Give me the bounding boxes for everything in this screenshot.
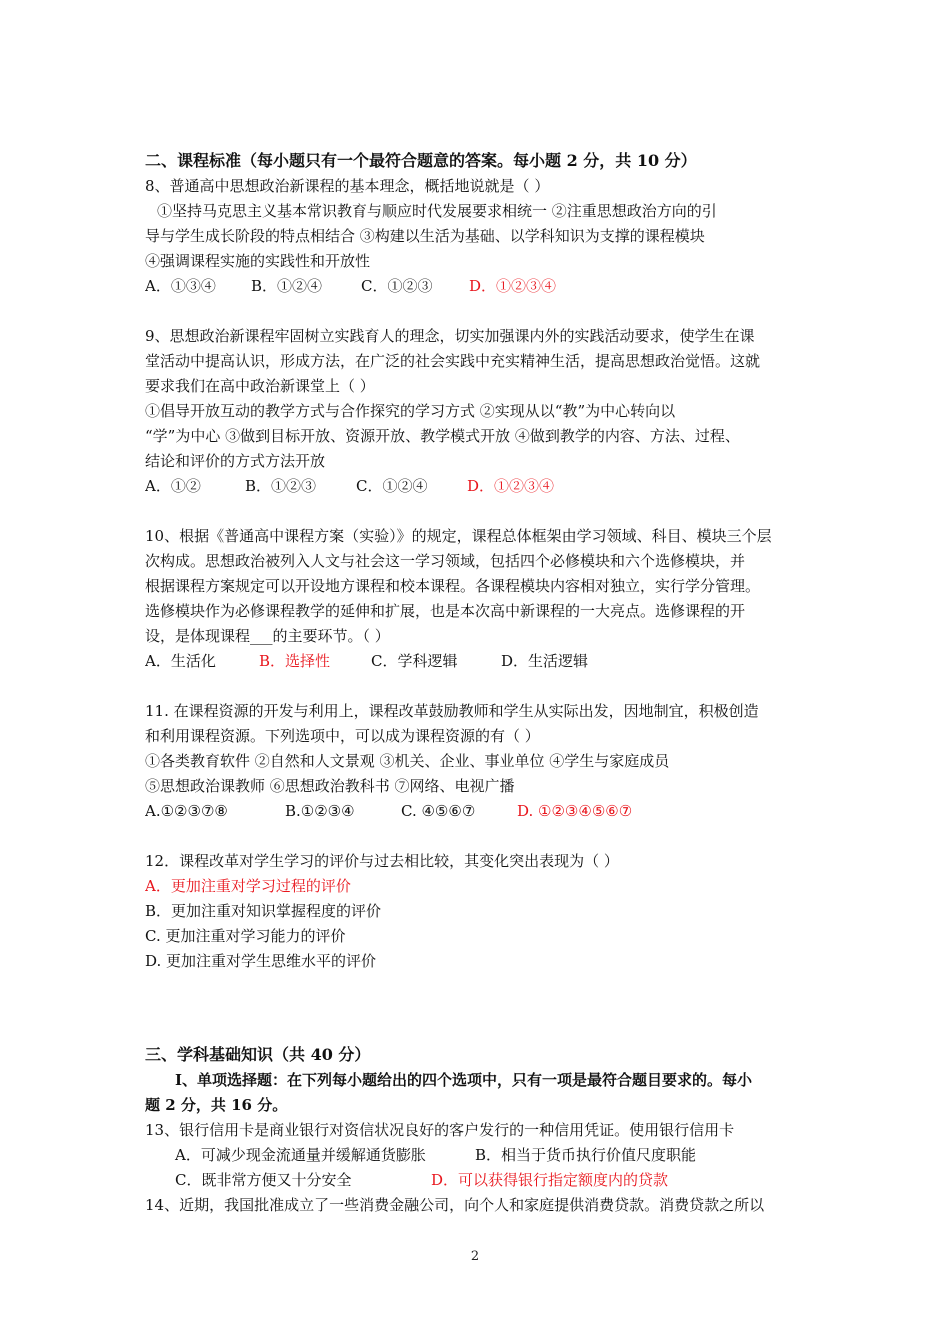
question-13-options-row-1 [145,1143,813,1168]
option-a: A．①③④ [145,277,216,295]
instruction-line: Ⅰ、单项选择题：在下列每小题给出的四个选项中，只有一项是最符合题目要求的。每小 [175,1071,753,1089]
question-8-options [145,274,813,299]
option-b: B．相当于货币执行价值尺度职能 [475,1146,697,1164]
question-8-text-line: 导与学生成长阶段的特点相结合 ③构建以生活为基础、以学科知识为支撑的课程模块 [145,227,705,245]
option-b: B．①②④ [251,277,323,295]
option-c: C．①②③ [361,277,433,295]
question-8-text-line: ④强调课程实施的实践性和开放性 [145,252,371,270]
option-b: B.①②③④ [285,802,355,820]
question-12-option-d: D. 更加注重对学生思维水平的评价 [145,952,377,970]
option-b-answer: B．选择性 [259,652,331,670]
section-heading-curriculum-standard: 二、课程标准（每小题只有一个最符合题意的答案。每小题 2 分，共 10 分） [145,151,697,170]
option-c: C．①②④ [356,477,428,495]
question-11-text-line: ⑤思想政治课教师 ⑥思想政治教科书 ⑦网络、电视广播 [145,777,515,795]
question-11-text-line: ①各类教育软件 ②自然和人文景观 ③机关、企业、事业单位 ④学生与家庭成员 [145,752,670,770]
question-11-text-line: 11. 在课程资源的开发与利用上，课程改革鼓励教师和学生从实际出发，因地制宜，积极创造 [145,702,759,720]
question-10-text-line: 10、根据《普通高中课程方案（实验）》的规定，课程总体框架由学习领域、科目、模块三个层 [145,527,772,545]
option-d: D．生活逻辑 [501,652,589,670]
question-9-text-line: 要求我们在高中政治新课堂上（ ） [145,377,375,395]
question-9-text-line: 9、思想政治新课程牢固树立实践育人的理念，切实加强课内外的实践活动要求，使学生在课 [145,327,755,345]
question-8-text-line: ①坚持马克思主义基本常识教育与顺应时代发展要求相统一 ②注重思想政治方向的引 [157,202,717,220]
question-11-text-line: 和利用课程资源。下列选项中，可以成为课程资源的有（ ） [145,727,540,745]
question-11-options [145,799,813,824]
option-c: C．学科逻辑 [371,652,458,670]
instruction-line: 题 2 分，共 16 分。 [145,1096,288,1114]
question-13-stem: 13、银行信用卡是商业银行对资信状况良好的客户发行的一种信用凭证。使用银行信用卡 [145,1121,735,1139]
section-heading-subject-knowledge: 三、学科基础知识（共 40 分） [145,1045,371,1064]
spacer [145,299,813,324]
question-12-option-a-answer: A．更加注重对学习过程的评价 [145,877,351,895]
option-a: A.①②③⑦⑧ [145,802,228,820]
question-10-text-line: 次构成。思想政治被列入人文与社会这一学习领域，包括四个必修模块和六个选修模块，并 [145,552,746,570]
question-10-text-line: 选修模块作为必修课程教学的延伸和扩展，也是本次高中新课程的一大亮点。选修课程的开 [145,602,746,620]
spacer [145,499,813,524]
question-12-option-c: C. 更加注重对学习能力的评价 [145,927,346,945]
question-9-text-line: 结论和评价的方式方法开放 [145,452,326,470]
question-10-text-line: 设，是体现课程___的主要环节。（ ） [145,627,390,645]
question-8-stem: 8、普通高中思想政治新课程的基本理念，概括地说就是（ ） [145,177,550,195]
option-a: A．①② [145,477,201,495]
question-14-stem: 14、近期，我国批准成立了一些消费金融公司，向个人和家庭提供消费贷款。消费贷款之所以 [145,1196,765,1214]
option-c: C. ④⑤⑥⑦ [401,802,476,820]
question-10-options [145,649,813,674]
option-a: A．可减少现金流通量并缓解通货膨胀 [175,1146,426,1164]
question-10-text-line: 根据课程方案规定可以开设地方课程和校本课程。各课程模块内容相对独立，实行学分管理。 [145,577,761,595]
spacer [145,674,813,699]
spacer [145,974,813,1042]
option-d-answer: D. ①②③④⑤⑥⑦ [517,802,633,820]
question-12-option-b: B．更加注重对知识掌握程度的评价 [145,902,382,920]
option-c: C．既非常方便又十分安全 [175,1171,352,1189]
option-d-answer: D．①②③④ [467,477,555,495]
question-9-text-line: “学”为中心 ③做到目标开放、资源开放、教学模式开放 ④做到教学的内容、方法、过程、 [145,427,740,445]
page-content [145,148,813,1218]
option-d-answer: D．可以获得银行指定额度内的贷款 [431,1171,669,1189]
question-9-text-line: 堂活动中提高认识，形成方法，在广泛的社会实践中充实精神生活，提高思想政治觉悟。这就 [145,352,761,370]
question-12-stem: 12．课程改革对学生学习的评价与过去相比较，其变化突出表现为（ ） [145,852,619,870]
option-b: B．①②③ [245,477,317,495]
option-a: A．生活化 [145,652,216,670]
spacer [145,824,813,849]
question-9-text-line: ①倡导开放互动的教学方式与合作探究的学习方式 ②实现从以“教”为中心转向以 [145,402,676,420]
option-d-answer: D．①②③④ [469,277,557,295]
question-13-options-row-2 [145,1168,813,1193]
page-number: 2 [470,1249,480,1264]
question-9-options [145,474,813,499]
